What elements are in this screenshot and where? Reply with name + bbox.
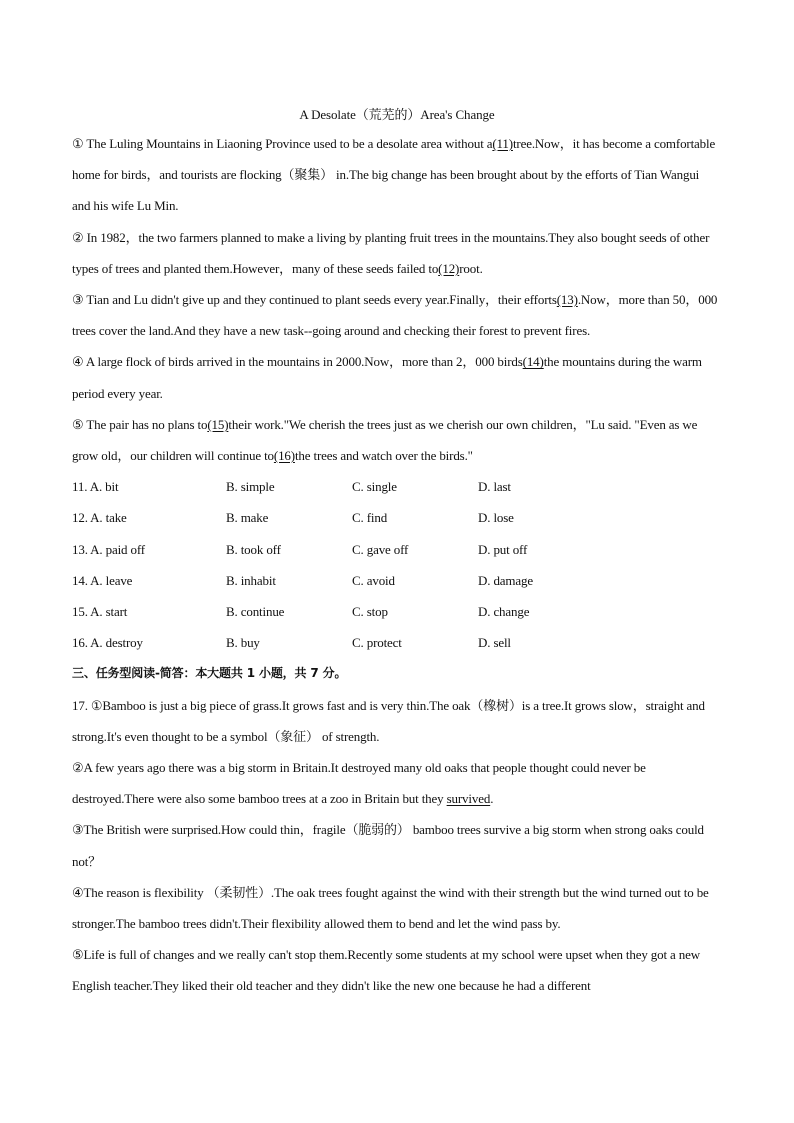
- option-a: 14. A. leave: [72, 572, 133, 588]
- option-row-11: [72, 471, 720, 502]
- blank-12: (12): [438, 260, 460, 276]
- passage-paragraph-4: ④The reason is flexibility （柔韧性）.The oak trees fought against the wind with their strength but the wind turned out to be stronger.The bamboo trees didn't.Their flexibility allowed them to bend and let the wind pass by.: [72, 884, 709, 931]
- option-a: 15. A. start: [72, 603, 128, 619]
- option-c: C. stop: [352, 603, 388, 619]
- text: .Now，more than 50，000 trees cover the land.And they have a new task--going around and checking their forest to prevent fires.: [72, 292, 718, 339]
- text: the mountains during the warm period every year.: [72, 354, 702, 401]
- text: ②A few years ago there was a big storm in Britain.It destroyed many old oaks that people thought could never be destroyed.There were also some bamboo trees at a zoo in Britain but they: [72, 759, 646, 807]
- text: ④ A large flock of birds arrived in the mountains in 2000.Now，more than 2，000 birds: [72, 354, 523, 370]
- option-c: C. single: [352, 479, 397, 495]
- option-d: D. put off: [478, 541, 528, 557]
- option-c: C. find: [352, 510, 388, 526]
- blank-11: (11): [492, 136, 513, 151]
- passage-paragraph-1: 17. ①Bamboo is just a big piece of grass.It grows fast and is very thin.The oak（橡树）is a tree.It grows slow，straight and strong.It's even thought to be a symbol（象征） of strength.: [72, 697, 705, 744]
- blank-13: (13): [556, 292, 578, 308]
- text: root.: [459, 260, 483, 276]
- underlined-word: survived: [446, 791, 491, 807]
- text: ① The Luling Mountains in Liaoning Province used to be a desolate area without a: [72, 136, 493, 151]
- option-b: B. simple: [226, 479, 275, 495]
- option-c: C. gave off: [352, 541, 409, 557]
- text: the trees and watch over the birds.": [294, 448, 473, 464]
- option-d: D. lose: [478, 510, 514, 526]
- paragraph-5: [72, 409, 720, 471]
- option-a: 12. A. take: [72, 510, 127, 526]
- paragraph-3: [72, 284, 720, 346]
- text: tree.Now，it has become a comfortable home for birds，and tourists are flocking（聚集） in.The big change has been brought about by the efforts of Tian Wangui and his wife Lu Min.: [72, 136, 716, 214]
- section-heading: 三、任务型阅读-简答：本大题共 1 小题，共 7 分。: [72, 666, 347, 681]
- option-d: D. change: [478, 603, 530, 619]
- passage-paragraph-2: [72, 752, 720, 814]
- option-row-16: [72, 627, 720, 658]
- option-c: C. avoid: [352, 572, 395, 588]
- option-a: 16. A. destroy: [72, 635, 143, 651]
- text: ③ Tian and Lu didn't give up and they continued to plant seeds every year.Finally，their efforts: [72, 292, 557, 308]
- option-b: B. buy: [226, 635, 260, 651]
- blank-14: (14): [522, 354, 544, 370]
- passage-paragraph-3: ③The British were surprised.How could thin，fragile（脆弱的） bamboo trees survive a big storm when strong oaks could not？: [72, 822, 704, 869]
- option-d: D. sell: [478, 635, 511, 651]
- option-c: C. protect: [352, 635, 402, 651]
- option-b: B. continue: [226, 603, 285, 619]
- text: ② In 1982，the two farmers planned to make a living by planting fruit trees in the mountains.They also bought seeds of other types of trees and planted them.However，many of these seeds failed to: [72, 229, 710, 276]
- option-row-13: [72, 534, 720, 565]
- text: .: [490, 791, 494, 807]
- option-a: 13. A. paid off: [72, 541, 145, 557]
- document-content: [72, 128, 720, 1002]
- text: ⑤ The pair has no plans to: [72, 416, 208, 432]
- paragraph-2: [72, 222, 720, 284]
- options-list: [72, 471, 720, 658]
- option-d: D. damage: [478, 572, 533, 588]
- option-b: B. make: [226, 510, 269, 526]
- option-row-12: [72, 502, 720, 533]
- option-row-15: [72, 596, 720, 627]
- text: their work."We cherish the trees just as we cherish our own children，"Lu said. "Even as we grow old，our children will continue to: [72, 416, 698, 464]
- article-title: A Desolate（荒芜的）Area's Change: [299, 107, 495, 122]
- blank-15: (15): [207, 416, 229, 432]
- option-a: 11. A. bit: [72, 479, 119, 495]
- option-d: D. last: [478, 479, 511, 495]
- paragraph-4: [72, 346, 720, 408]
- blank-16: (16): [273, 448, 295, 464]
- paragraph-1: [72, 128, 720, 222]
- option-row-14: [72, 565, 720, 596]
- option-b: B. inhabit: [226, 572, 276, 588]
- passage-paragraph-5: ⑤Life is full of changes and we really can't stop them.Recently some students at my school were upset when they got a new English teacher.They liked their old teacher and they didn't like the new one because he had a different: [72, 947, 700, 994]
- option-b: B. took off: [226, 541, 281, 557]
